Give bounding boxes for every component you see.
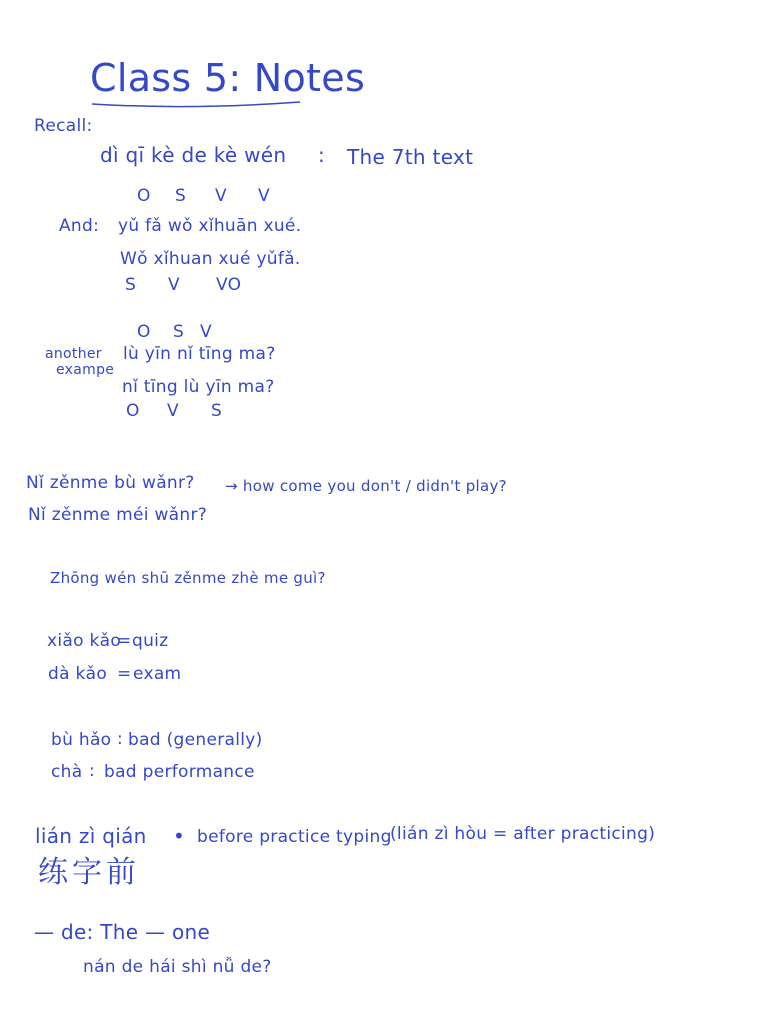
- grammar-marker: S: [211, 401, 223, 421]
- de-example: nán de hái shì nǚ de?: [83, 957, 272, 977]
- lianzi-pinyin: lián zì qián: [35, 824, 147, 848]
- grammar-marker: S: [175, 186, 187, 206]
- grammar-marker: VO: [216, 275, 242, 295]
- lianzi-bullet: •: [173, 824, 186, 848]
- another-line-2: nǐ tīng lù yīn ma?: [122, 377, 275, 397]
- de-line: — de: The — one: [34, 920, 211, 944]
- grammar-marker: O: [137, 322, 151, 342]
- question-line: Zhōng wén shū zěnme zhè me guì?: [50, 569, 326, 587]
- another-label: another: [45, 346, 102, 362]
- lianzi-after-note: (lián zì hòu = after practicing): [390, 824, 656, 844]
- bad-separator: :: [89, 761, 96, 781]
- vocab-definition: exam: [133, 664, 182, 684]
- why-translation: → how come you don't / didn't play?: [225, 477, 507, 495]
- bad-term: chà: [51, 762, 83, 782]
- grammar-marker: V: [215, 186, 227, 206]
- vocab-definition: quiz: [132, 631, 169, 651]
- and-line-2: Wǒ xǐhuan xué yǔfǎ.: [120, 249, 301, 269]
- and-label: And:: [59, 216, 100, 236]
- bad-definition: bad (generally): [128, 730, 263, 750]
- and-line-1: yǔ fǎ wǒ xǐhuān xué.: [118, 216, 302, 236]
- grammar-marker: S: [125, 275, 137, 295]
- another-line-1: lù yīn nǐ tīng ma?: [123, 344, 276, 364]
- recall-line: dì qī kè de kè wén: [100, 143, 287, 167]
- grammar-marker: V: [167, 401, 179, 421]
- vocab-equals: =: [117, 631, 132, 651]
- bad-term: bù hǎo: [51, 730, 112, 750]
- grammar-marker: O: [126, 401, 140, 421]
- lianzi-hanzi: 练字前: [38, 855, 140, 890]
- recall-separator: :: [318, 143, 326, 167]
- grammar-marker: S: [173, 322, 185, 342]
- grammar-marker: V: [168, 275, 180, 295]
- grammar-marker: O: [137, 186, 151, 206]
- lianzi-meaning: before practice typing: [197, 827, 392, 847]
- grammar-marker: V: [258, 186, 270, 206]
- recall-meaning: The 7th text: [347, 145, 474, 169]
- bad-definition: bad performance: [104, 762, 255, 782]
- vocab-term: dà kǎo: [48, 664, 108, 684]
- why-line-1: Nǐ zěnme bù wǎnr?: [26, 473, 195, 493]
- grammar-marker: V: [200, 322, 212, 342]
- recall-label: Recall:: [34, 116, 93, 136]
- vocab-equals: =: [117, 664, 132, 684]
- example-label: exampe: [56, 362, 115, 378]
- page-title: Class 5: Notes: [90, 56, 366, 100]
- bad-separator: :: [117, 729, 124, 749]
- why-line-2: Nǐ zěnme méi wǎnr?: [28, 505, 208, 525]
- vocab-term: xiǎo kǎo: [47, 631, 122, 651]
